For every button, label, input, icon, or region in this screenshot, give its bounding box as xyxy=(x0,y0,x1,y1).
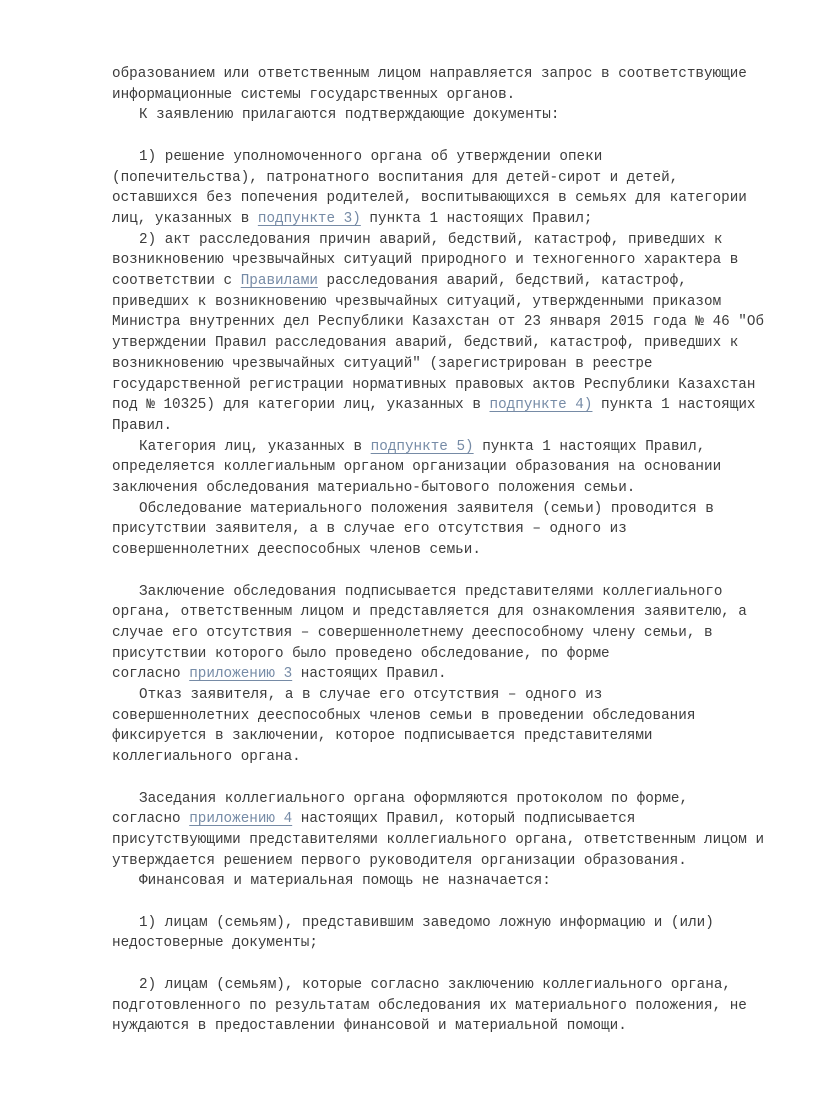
text-segment: пункта 1 настоящих Правил, xyxy=(473,438,706,455)
text-segment: 2) акт расследования причин аварий, бедствий, катастроф, приведших к xyxy=(139,231,723,248)
text-segment: Заседания коллегиального органа оформляются протоколом по форме, xyxy=(139,790,689,807)
document-line xyxy=(112,540,764,561)
text-segment: лиц, указанных в xyxy=(112,210,258,227)
document-line xyxy=(112,499,764,520)
text-segment: нуждаются в предоставлении финансовой и материальной помощи. xyxy=(112,1018,627,1035)
paragraph xyxy=(112,437,764,499)
link-subparagraph-3[interactable]: подпункте 3) xyxy=(257,210,361,227)
paragraph xyxy=(112,871,764,892)
text-segment: коллегиального органа. xyxy=(112,749,301,766)
text-segment: Обследование материального положения заявителя (семьи) проводится в xyxy=(139,500,714,517)
text-segment: совершеннолетних дееспособных членов семьи. xyxy=(112,542,481,559)
document-line xyxy=(112,271,764,292)
document-line xyxy=(112,354,764,375)
document-line xyxy=(112,747,764,768)
document-line xyxy=(112,230,764,251)
text-segment: образованием или ответственным лицом направляется запрос в соответствующие xyxy=(112,66,747,82)
text-segment: подготовленного по результатам обследования их материального положения, не xyxy=(112,997,747,1014)
document-line xyxy=(112,644,764,665)
text-segment: присутствующими представителями коллегиального органа, ответственным лицом и xyxy=(112,831,765,848)
document-line xyxy=(112,851,764,872)
text-segment: возникновению чрезвычайных ситуаций" (зарегистрирован в реестре xyxy=(112,355,653,372)
text-segment: пункта 1 настоящих xyxy=(592,397,756,414)
text-segment: (попечительства), патронатного воспитания для детей-сирот и детей, xyxy=(112,169,679,186)
text-segment: утверждается решением первого руководителя организации образования. xyxy=(112,852,687,869)
document-line xyxy=(112,312,764,333)
text-segment: 2) лицам (семьям), которые согласно заключению коллегиального органа, xyxy=(139,976,731,993)
document-line xyxy=(112,85,764,106)
text-segment: информационные системы государственных органов. xyxy=(112,86,516,103)
link-appendix-3[interactable]: приложению 3 xyxy=(189,666,293,683)
text-segment: согласно xyxy=(112,666,190,683)
document-line xyxy=(112,375,764,396)
text-segment: возникновению чрезвычайных ситуаций природного и техногенного характера в xyxy=(112,252,739,269)
text-segment: соответствии с xyxy=(112,273,241,290)
document-line xyxy=(112,333,764,354)
document-line xyxy=(112,478,764,499)
text-segment: Заключение обследования подписывается представителями коллегиального xyxy=(139,583,723,600)
text-segment: случае его отсутствия – совершеннолетнему дееспособному члену семьи, в xyxy=(112,624,713,641)
document-line xyxy=(112,250,764,271)
document-line xyxy=(112,519,764,540)
document-line xyxy=(112,726,764,747)
document-line xyxy=(112,209,764,230)
paragraph xyxy=(112,975,764,1037)
document-line xyxy=(112,913,764,934)
document-line xyxy=(112,437,764,458)
document-line xyxy=(112,685,764,706)
text-segment: утверждении Правил расследования аварий, бедствий, катастроф, приведших к xyxy=(112,335,739,352)
paragraph xyxy=(112,64,764,105)
document-line xyxy=(112,416,764,437)
document-line xyxy=(112,168,764,189)
text-segment: Категория лиц, указанных в xyxy=(139,438,371,455)
text-segment: органа, ответственным лицом и представляется для ознакомления заявителю, а xyxy=(112,604,747,621)
text-segment: совершеннолетних дееспособных членов семьи в проведении обследования xyxy=(112,707,696,724)
document-line xyxy=(112,105,764,126)
link-subparagraph-5[interactable]: подпункте 5) xyxy=(370,438,474,455)
paragraph xyxy=(112,230,764,437)
text-segment: присутствии заявителя, а в случае его отсутствия – одного из xyxy=(112,521,627,538)
text-segment: Финансовая и материальная помощь не назначается: xyxy=(139,873,551,890)
text-segment: Отказ заявителя, а в случае его отсутствия – одного из xyxy=(139,687,603,704)
text-segment: под № 10325) для категории лиц, указанных в xyxy=(112,397,490,414)
link-rules[interactable]: Правилами xyxy=(240,273,318,290)
document-line xyxy=(112,582,764,603)
text-segment: расследования аварий, бедствий, катастроф, xyxy=(317,273,687,290)
text-segment: Правил. xyxy=(112,417,173,434)
document-line xyxy=(112,664,764,685)
text-segment: пункта 1 настоящих Правил; xyxy=(360,210,593,227)
document-line xyxy=(112,809,764,830)
document-line xyxy=(112,188,764,209)
document-line xyxy=(112,457,764,478)
link-subparagraph-4[interactable]: подпункте 4) xyxy=(489,397,593,414)
document-line xyxy=(112,871,764,892)
document-body xyxy=(112,64,764,1037)
document-line xyxy=(112,933,764,954)
text-segment: недостоверные документы; xyxy=(112,935,318,952)
link-appendix-4[interactable]: приложению 4 xyxy=(189,811,293,828)
document-line xyxy=(112,975,764,996)
text-segment: присутствии которого было проведено обследование, по форме xyxy=(112,645,610,662)
text-segment: 1) решение уполномоченного органа об утверждении опеки xyxy=(139,148,603,165)
document-line xyxy=(112,623,764,644)
text-segment: приведших к возникновению чрезвычайных ситуаций, утвержденными приказом xyxy=(112,293,722,310)
document-line xyxy=(112,789,764,810)
text-segment: настоящих Правил, который подписывается xyxy=(292,811,636,828)
text-segment: Министра внутренних дел Республики Казахстан от 23 января 2015 года № 46 "Об xyxy=(112,314,765,331)
document-line xyxy=(112,602,764,623)
text-segment: оставшихся без попечения родителей, воспитывающихся в семьях для категории xyxy=(112,190,747,207)
paragraph xyxy=(112,913,764,954)
text-segment: настоящих Правил. xyxy=(292,666,447,683)
text-segment: фиксируется в заключении, которое подписывается представителями xyxy=(112,728,653,745)
document-line xyxy=(112,706,764,727)
text-segment: согласно xyxy=(112,811,190,828)
text-segment: К заявлению прилагаются подтверждающие документы: xyxy=(139,107,560,124)
text-segment: государственной регистрации нормативных правовых актов Республики Казахстан xyxy=(112,376,756,393)
paragraph xyxy=(112,582,764,686)
document-line xyxy=(112,395,764,416)
document-line xyxy=(112,64,764,85)
document-line xyxy=(112,996,764,1017)
document-line xyxy=(112,1016,764,1037)
paragraph xyxy=(112,105,764,126)
text-segment: заключения обследования материально-бытового положения семьи. xyxy=(112,480,636,497)
document-line xyxy=(112,830,764,851)
text-segment: определяется коллегиальным органом организации образования на основании xyxy=(112,459,722,476)
paragraph xyxy=(112,499,764,561)
document-line xyxy=(112,292,764,313)
paragraph xyxy=(112,789,764,872)
text-segment: 1) лицам (семьям), представившим заведомо ложную информацию и (или) xyxy=(139,914,714,931)
paragraph xyxy=(112,147,764,230)
document-line xyxy=(112,147,764,168)
paragraph xyxy=(112,685,764,768)
